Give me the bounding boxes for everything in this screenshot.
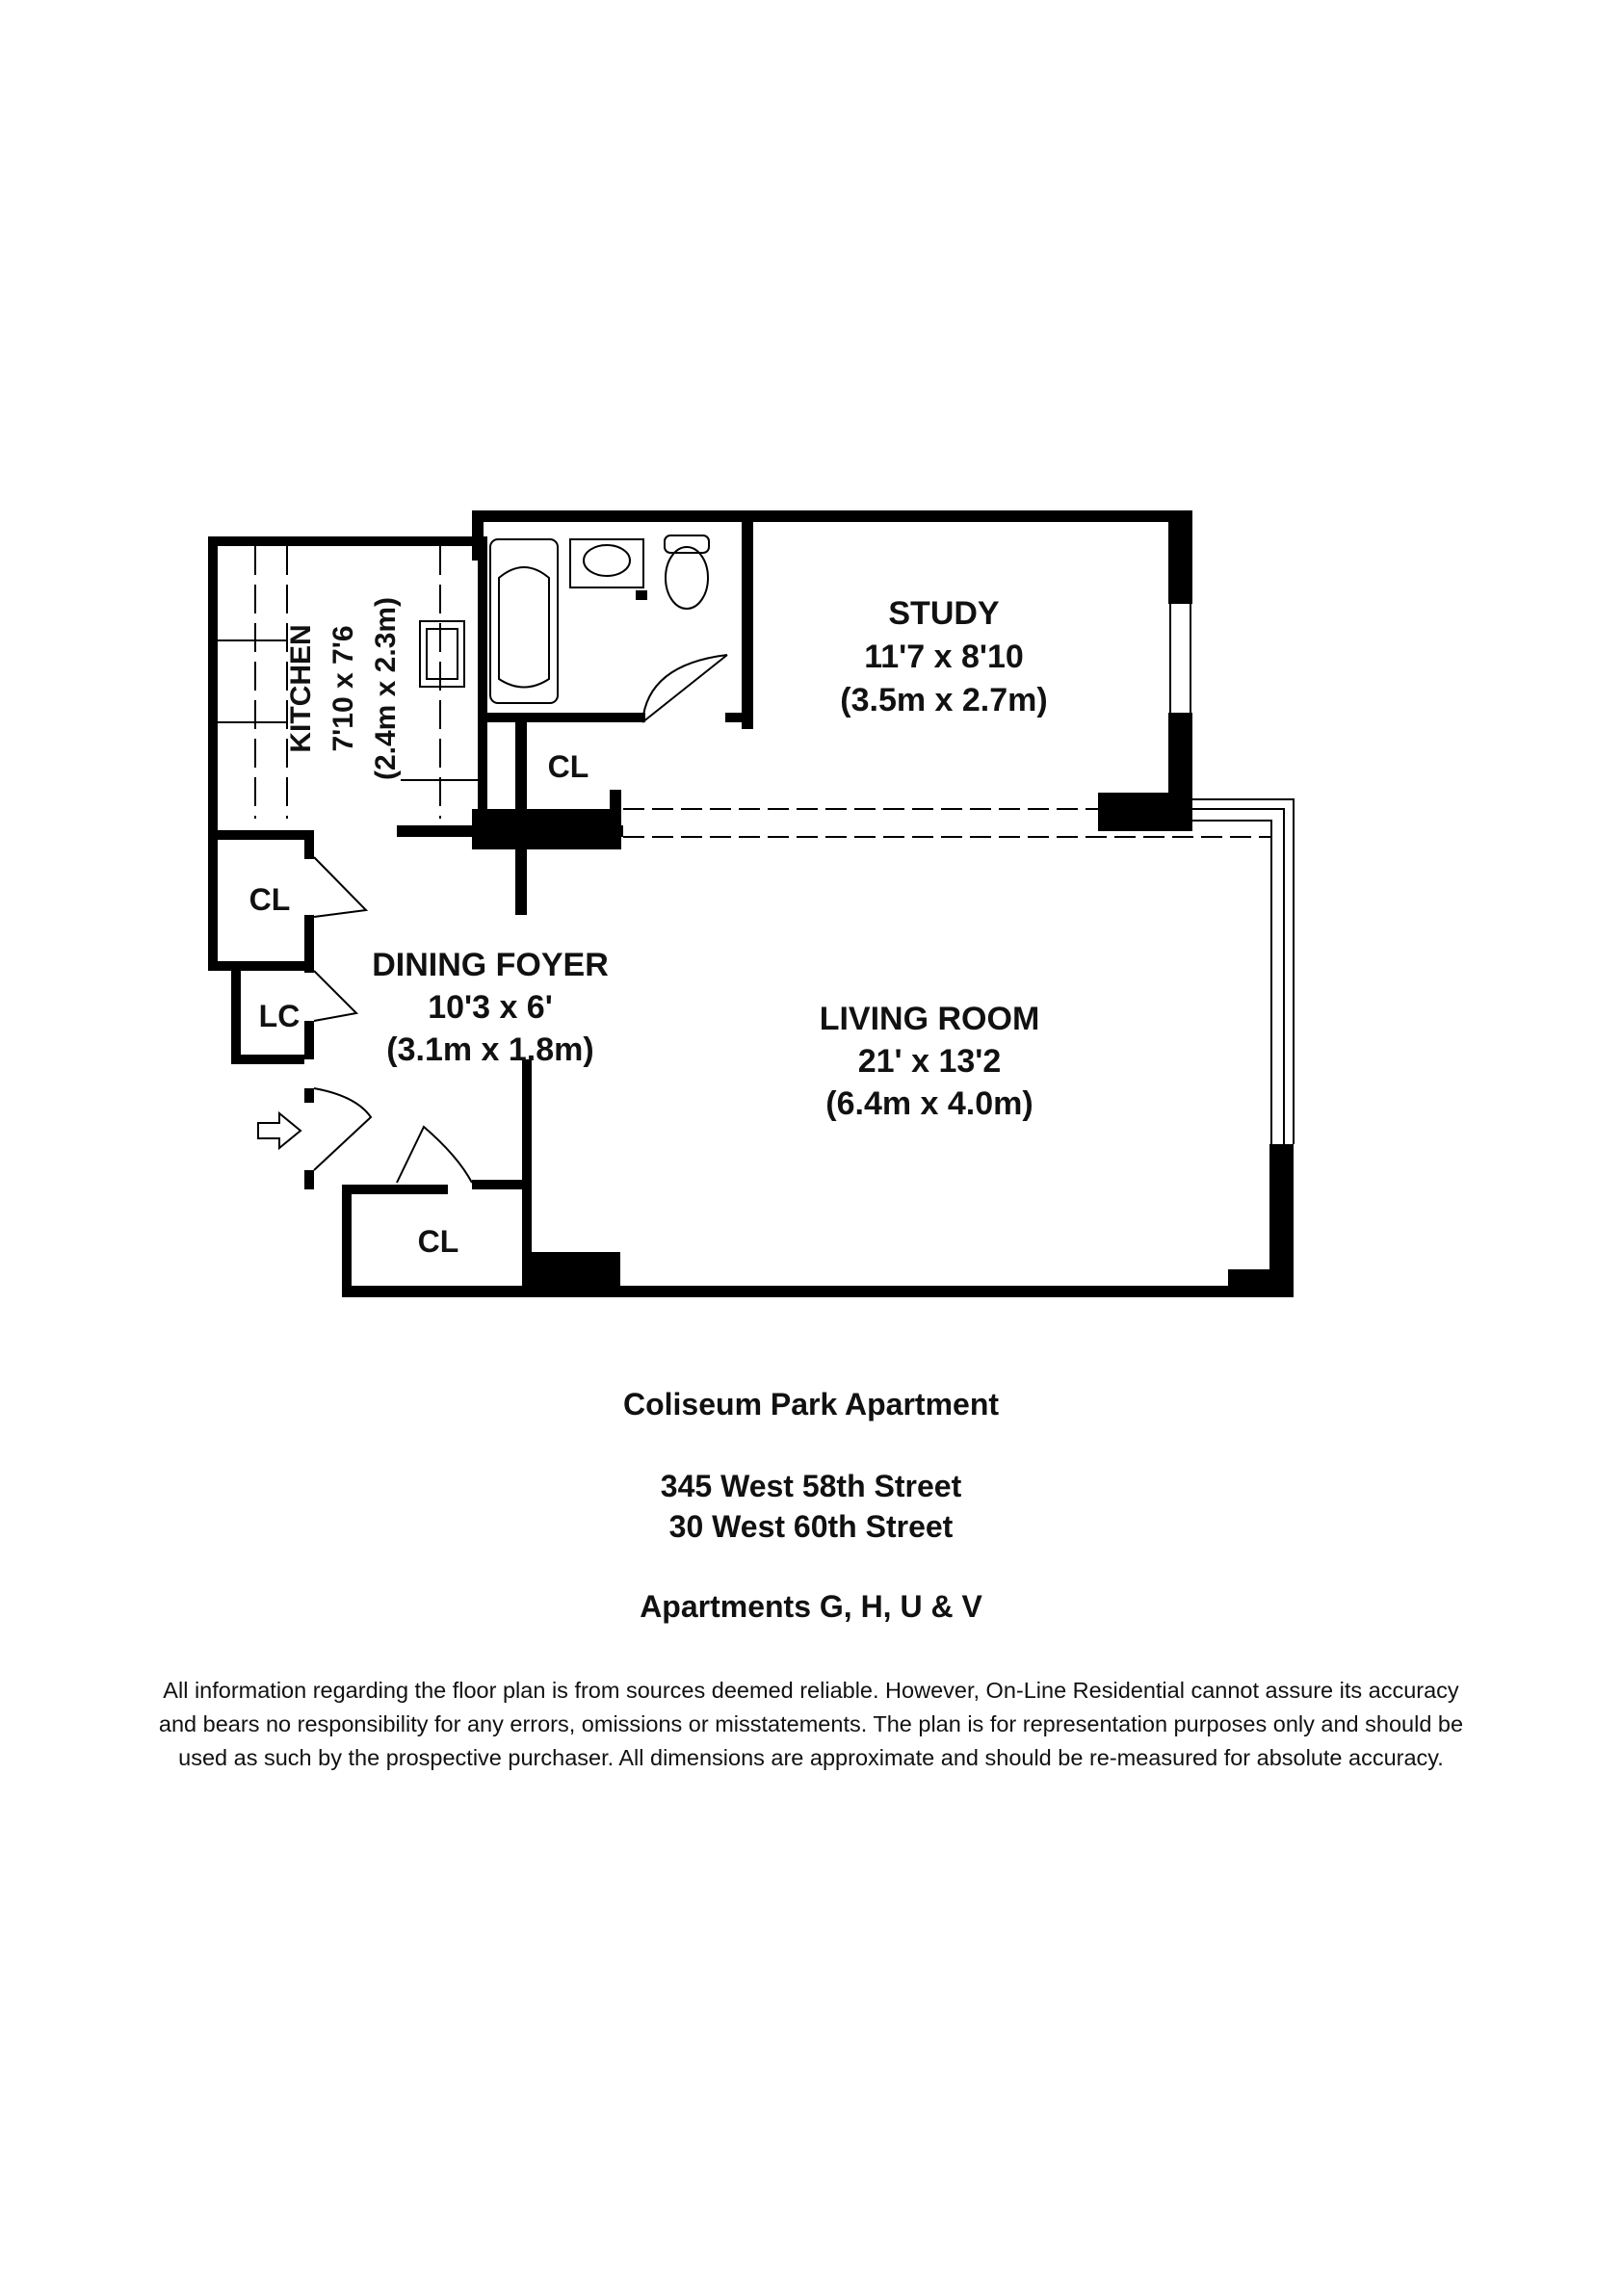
wall (1098, 793, 1192, 831)
dining-foyer-dim-m: (3.1m x 1.8m) (386, 1031, 594, 1068)
wall (725, 713, 749, 722)
bath-sink-bowl (584, 545, 630, 576)
building-name: Coliseum Park Apartment (622, 1387, 1000, 1422)
dining-foyer-dim-ft: 10'3 x 6' (428, 989, 553, 1026)
wall (304, 915, 314, 973)
wall (742, 522, 753, 729)
apartment-units: Apartments G, H, U & V (640, 1589, 982, 1624)
wall (342, 1286, 1294, 1297)
dining-foyer-name: DINING FOYER (372, 947, 609, 983)
wall (1168, 510, 1192, 604)
study-dim-ft: 11'7 x 8'10 (864, 639, 1024, 675)
wall (208, 961, 304, 971)
toilet-tank (665, 535, 709, 553)
entry-closet-label: CL (417, 1224, 459, 1259)
door-swing (314, 857, 366, 917)
linen-closet-label: LC (258, 999, 301, 1033)
kitchen-dim-m: (2.4m x 2.3m) (370, 596, 402, 781)
wall (342, 1185, 352, 1297)
disclaimer (58, 1674, 1564, 1775)
wall (529, 1252, 620, 1297)
wall (352, 1185, 448, 1194)
wall (208, 830, 304, 840)
wall (472, 809, 621, 849)
wall (515, 713, 527, 819)
study-dim-m: (3.5m x 2.7m) (840, 682, 1048, 718)
kitchen-sink-bowl (427, 629, 458, 679)
wall (231, 1055, 304, 1064)
window (1192, 809, 1284, 1144)
wall (522, 1059, 532, 1297)
wall (304, 1170, 314, 1189)
wall (515, 848, 527, 915)
living-room-name: LIVING ROOM (819, 1001, 1040, 1037)
window (1192, 821, 1271, 1144)
disclaimer-line: and bears no responsibility for any errors, omissions or misstatements. The plan is for representation purposes only and should be (158, 1711, 1464, 1736)
wall (304, 1021, 314, 1059)
address-line-2: 30 West 60th Street (668, 1509, 954, 1544)
wall (208, 536, 478, 546)
wall (610, 790, 621, 828)
living-room-dim-m: (6.4m x 4.0m) (825, 1085, 1033, 1122)
bath-sink-icon (570, 539, 643, 587)
kitchen-name: KITCHEN (285, 624, 317, 753)
wall (304, 830, 314, 859)
wall (472, 510, 1192, 522)
door-swing (397, 1127, 472, 1183)
disclaimer-line: used as such by the prospective purchaser. All dimensions are approximate and should be re-measured for absolute accuracy. (178, 1745, 1444, 1770)
wall (304, 1088, 314, 1103)
wall (208, 536, 218, 968)
entry-arrow-icon (258, 1113, 301, 1148)
bathtub-icon (490, 539, 558, 703)
window (1192, 799, 1294, 1144)
door-swing (314, 1088, 371, 1170)
study-name: STUDY (888, 595, 1000, 632)
living-room-dim-ft: 21' x 13'2 (857, 1043, 1002, 1080)
kitchen-dim-ft: 7'10 x 7'6 (327, 625, 359, 752)
foyer-closet-label: CL (249, 882, 291, 917)
door-swing (314, 971, 356, 1021)
bath-closet-label: CL (547, 749, 589, 784)
wall (478, 713, 645, 722)
address-line-1: 345 West 58th Street (660, 1469, 962, 1503)
bathtub-inner (499, 567, 549, 688)
toilet-icon (666, 547, 708, 609)
wall (478, 536, 487, 845)
wall (472, 1180, 522, 1189)
wall (231, 961, 241, 1064)
disclaimer-line: All information regarding the floor plan is from sources deemed reliable. However, On-Line Residential cannot assure its accuracy (163, 1678, 1459, 1703)
wall (636, 590, 647, 600)
